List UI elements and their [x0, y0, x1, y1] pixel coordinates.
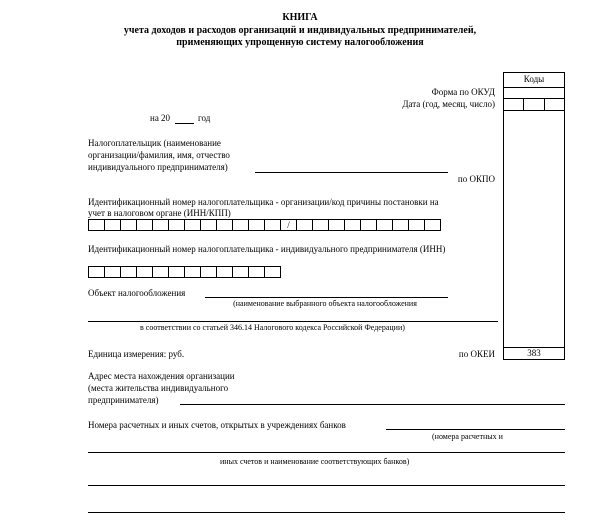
- char-cell[interactable]: [152, 219, 169, 231]
- char-cell[interactable]: [264, 219, 281, 231]
- tax-object-line[interactable]: [205, 297, 448, 298]
- char-cell[interactable]: [136, 219, 153, 231]
- accounts-line-4[interactable]: [88, 512, 565, 513]
- address-line[interactable]: [180, 404, 565, 405]
- char-cell[interactable]: [152, 266, 169, 278]
- year-blank-line[interactable]: [175, 123, 194, 124]
- char-cell[interactable]: [424, 219, 441, 231]
- okei-code: 383: [527, 348, 541, 358]
- codes-column: [503, 72, 565, 360]
- char-cell[interactable]: [344, 219, 361, 231]
- char-cell[interactable]: [248, 266, 265, 278]
- char-cell[interactable]: [408, 219, 425, 231]
- char-cell[interactable]: [120, 219, 137, 231]
- inn-kpp-label-line2: учет в налоговом органе (ИНН/КПП): [88, 208, 231, 218]
- tax-object-reference: в соответствии со статьей 346.14 Налогового кодекса Российской Федерации): [140, 323, 405, 332]
- codes-divider: [504, 87, 564, 88]
- accounts-line[interactable]: [386, 429, 565, 430]
- char-cell[interactable]: [168, 219, 185, 231]
- accounts-line-3[interactable]: [88, 485, 565, 486]
- codes-heading: Коды: [523, 74, 545, 84]
- char-cell[interactable]: [312, 219, 329, 231]
- tax-object-label: Объект налогообложения: [88, 288, 186, 298]
- inn-ip-label: Идентификационный номер налогоплательщика - индивидуального предпринимателя (ИНН): [88, 244, 446, 254]
- period-suffix: год: [198, 113, 211, 123]
- inn-kpp-cells[interactable]: [88, 219, 448, 231]
- char-cell[interactable]: [376, 219, 393, 231]
- char-cell[interactable]: [200, 266, 217, 278]
- char-cell[interactable]: [136, 266, 153, 278]
- address-label-line2: (места жительства индивидуального: [88, 383, 229, 393]
- date-label: Дата (год, месяц, число): [402, 99, 495, 109]
- char-cell[interactable]: [232, 219, 249, 231]
- tax-object-hint: (наименование выбранного объекта налогообложения: [233, 299, 417, 308]
- char-cell[interactable]: [200, 219, 217, 231]
- okud-label: Форма по ОКУД: [431, 87, 495, 97]
- char-cell[interactable]: [264, 266, 281, 278]
- taxpayer-label-line3: индивидуального предпринимателя): [88, 162, 228, 172]
- document-subtitle-line1: учета доходов и расходов организаций и индивидуальных предпринимателей,: [123, 25, 477, 36]
- address-label-line3: предпринимателя): [88, 395, 159, 405]
- char-cell[interactable]: [248, 219, 265, 231]
- char-cell[interactable]: [168, 266, 185, 278]
- accounts-label: Номера расчетных и иных счетов, открытых в учреждениях банков: [88, 420, 346, 430]
- okpo-label: по ОКПО: [457, 174, 495, 184]
- taxpayer-label-line1: Налогоплательщик (наименование: [88, 138, 221, 148]
- document-subtitle-line2: применяющих упрощенную систему налогообложения: [176, 37, 424, 48]
- char-cell[interactable]: [296, 219, 313, 231]
- inn-ip-cells[interactable]: [88, 266, 288, 278]
- accounts-line-2[interactable]: [88, 452, 565, 453]
- codes-divider: [504, 98, 564, 99]
- document-title: КНИГА: [282, 12, 318, 23]
- taxpayer-name-line[interactable]: [255, 172, 448, 173]
- char-cell[interactable]: [232, 266, 249, 278]
- char-cell[interactable]: [88, 219, 105, 231]
- date-cell-divider: [523, 98, 524, 110]
- inn-kpp-label-line1: Идентификационный номер налогоплательщика - организации/код причины постановки на: [88, 197, 439, 207]
- char-cell[interactable]: [216, 219, 233, 231]
- codes-divider: [504, 110, 564, 111]
- tax-object-line-2[interactable]: [88, 321, 498, 322]
- char-cell[interactable]: [120, 266, 137, 278]
- char-cell[interactable]: [360, 219, 377, 231]
- char-cell[interactable]: [88, 266, 105, 278]
- accounts-hint-1: (номера расчетных и: [432, 432, 503, 441]
- char-cell[interactable]: [104, 266, 121, 278]
- unit-label: Единица измерения: руб.: [88, 349, 185, 359]
- accounts-hint-2: иных счетов и наименование соответствующих банков): [220, 457, 410, 466]
- address-label-line1: Адрес места нахождения организации: [88, 371, 235, 381]
- char-cell[interactable]: [216, 266, 233, 278]
- char-cell[interactable]: [392, 219, 409, 231]
- taxpayer-label-line2: организации/фамилия, имя, отчество: [88, 150, 230, 160]
- char-cell[interactable]: [328, 219, 345, 231]
- date-cell-divider: [544, 98, 545, 110]
- char-cell[interactable]: [104, 219, 121, 231]
- period-prefix: на 20: [150, 113, 171, 123]
- char-cell[interactable]: [184, 266, 201, 278]
- char-cell[interactable]: [184, 219, 201, 231]
- inn-kpp-separator: /: [280, 219, 297, 231]
- okei-label: по ОКЕИ: [458, 349, 495, 359]
